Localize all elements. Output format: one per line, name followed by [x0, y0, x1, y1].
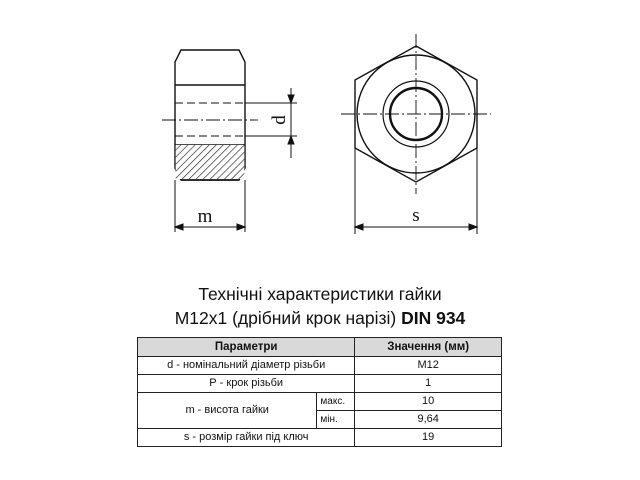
nut-side-view: [162, 50, 258, 180]
table-header-row: [138, 338, 502, 357]
row-label-m: m - висота гайки: [138, 393, 317, 429]
table-row: [138, 429, 502, 447]
row-label-s: s - розмір гайки під ключ: [138, 429, 355, 447]
dimension-m-label: m: [197, 206, 213, 227]
row-label-p: Р - крок різьби: [138, 375, 355, 393]
header-parameters: Параметри: [138, 338, 355, 357]
table-row: [138, 393, 502, 411]
row-value-m-max: 10: [355, 393, 502, 411]
dimension-s-label: s: [412, 205, 420, 226]
spec-title: Технічні характеристики гайки: [198, 284, 442, 304]
table-row: [138, 375, 502, 393]
row-sublabel-max: макс.: [317, 393, 355, 411]
spec-subtitle: [0, 307, 640, 329]
spec-table: [137, 337, 502, 447]
nut-designation: М12х1 (дрібний крок нарізі): [174, 308, 402, 328]
row-value-m-min: 9,64: [355, 411, 502, 429]
row-value-d: М12: [355, 357, 502, 375]
thread-section-hatch: [176, 145, 245, 179]
row-value-p: 1: [355, 375, 502, 393]
row-value-s: 19: [355, 429, 502, 447]
standard-label: DIN 934: [401, 308, 466, 328]
header-values: Значення (мм): [355, 338, 502, 357]
table-row: [138, 357, 502, 375]
row-sublabel-min: мін.: [317, 411, 355, 429]
row-label-d: d - номінальний діаметр різьби: [138, 357, 355, 375]
dimension-d-label: d: [269, 115, 290, 125]
nut-front-view: [341, 34, 491, 194]
